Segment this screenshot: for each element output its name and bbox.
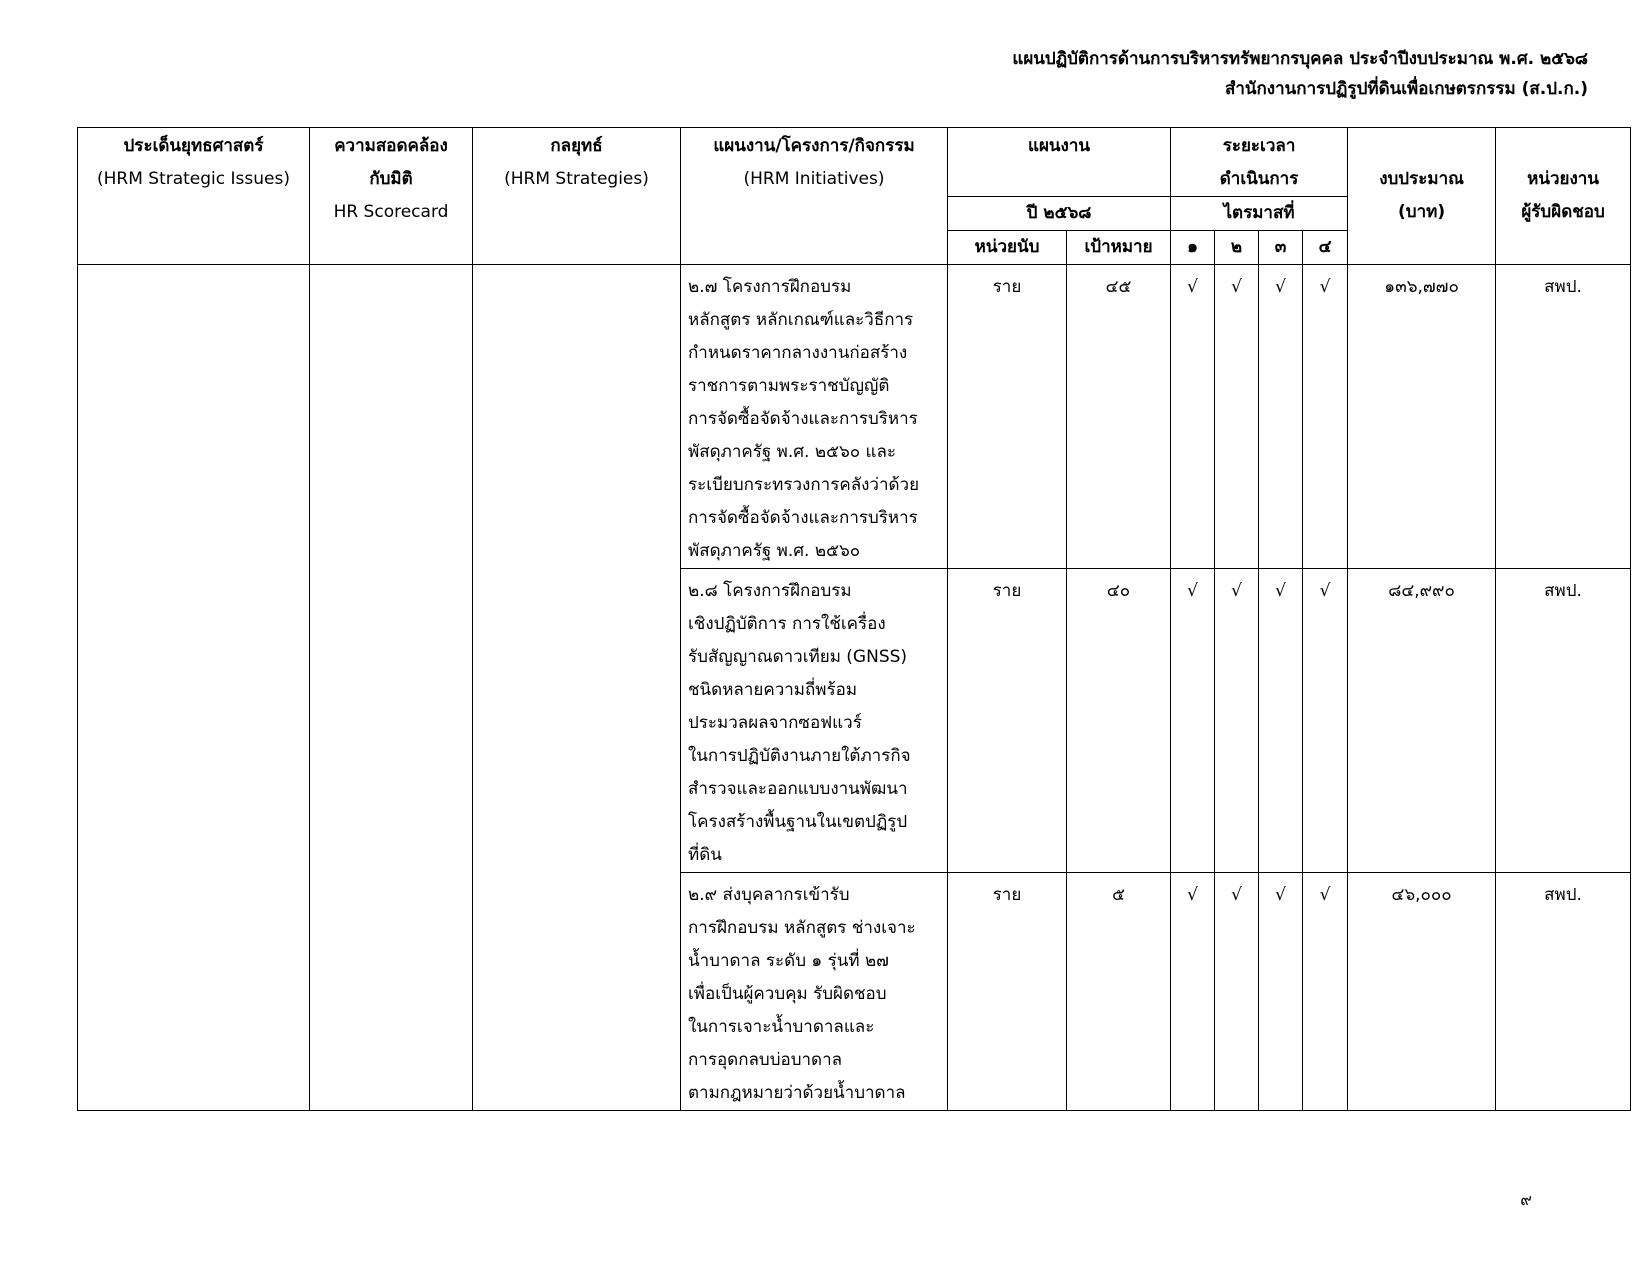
q1-check-cell: √ (1171, 265, 1215, 569)
header-strategies (473, 128, 681, 265)
responsible-cell: สพป. (1496, 569, 1631, 873)
header-responsible-line1: หน่วยงาน (1527, 169, 1599, 189)
q2-check-cell: √ (1215, 265, 1259, 569)
unit-cell: ราย (948, 265, 1067, 569)
initiative-cell: ๒.๙ ส่งบุคลากรเข้ารับ การฝึกอบรม หลักสูตร ช่างเจาะ น้ำบาดาล ระดับ ๑ รุ่นที่ ๒๗ เพื่อเป็นผู้ควบคุม รับผิดชอบ ในการเจาะน้ำบาดาลและ การอุดกลบบ่อบาดาล ตามกฎหมายว่าด้วยน้ำบาดาล (681, 873, 948, 1111)
initiative-cell: ๒.๘ โครงการฝึกอบรม เชิงปฏิบัติการ การใช้เครื่อง รับสัญญาณดาวเทียม (GNSS) ชนิดหลายความถี่พร้อม ประมวลผลจากซอฟแวร์ ในการปฏิบัติงานภายใต้ภารกิจ สำรวจและออกแบบงานพัฒนา โครงสร้างพื้นฐานในเขตปฏิรูป ที่ดิน (681, 569, 948, 873)
header-period (1171, 128, 1348, 197)
header-alignment-th-2: กับมิติ (369, 169, 413, 189)
q3-check-cell: √ (1259, 265, 1303, 569)
header-initiatives-en: (HRM Initiatives) (743, 169, 885, 189)
strategic-issue-cell (78, 265, 310, 1111)
document-header (1012, 44, 1588, 104)
q2-check-cell: √ (1215, 569, 1259, 873)
header-q3: ๓ (1259, 231, 1303, 265)
q3-check-cell: √ (1259, 569, 1303, 873)
q1-check-cell: √ (1171, 873, 1215, 1111)
alignment-cell (310, 265, 473, 1111)
header-initiatives (681, 128, 948, 265)
budget-cell: ๘๔,๙๙๐ (1348, 569, 1496, 873)
budget-cell: ๑๓๖,๗๗๐ (1348, 265, 1496, 569)
unit-cell: ราย (948, 873, 1067, 1111)
header-strategic-issues (78, 128, 310, 265)
header-plan: แผนงาน (948, 128, 1171, 197)
q4-check-cell: √ (1303, 873, 1348, 1111)
header-strategic-issues-th: ประเด็นยุทธศาสตร์ (123, 136, 264, 156)
target-cell: ๔๐ (1067, 569, 1171, 873)
target-cell: ๕ (1067, 873, 1171, 1111)
header-unit: หน่วยนับ (948, 231, 1067, 265)
header-responsible-line2: ผู้รับผิดชอบ (1521, 202, 1605, 222)
header-period-line2: ดำเนินการ (1219, 169, 1299, 189)
header-q2: ๒ (1215, 231, 1259, 265)
unit-cell: ราย (948, 569, 1067, 873)
responsible-cell: สพป. (1496, 873, 1631, 1111)
header-alignment (310, 128, 473, 265)
table-row (78, 265, 1631, 569)
header-budget-unit: (บาท) (1398, 202, 1446, 222)
header-q4: ๔ (1303, 231, 1348, 265)
header-strategies-th: กลยุทธ์ (550, 136, 603, 156)
strategy-cell (473, 265, 681, 1111)
header-strategic-issues-en: (HRM Strategic Issues) (96, 169, 290, 189)
responsible-cell: สพป. (1496, 265, 1631, 569)
q3-check-cell: √ (1259, 873, 1303, 1111)
q2-check-cell: √ (1215, 873, 1259, 1111)
target-cell: ๔๕ (1067, 265, 1171, 569)
q4-check-cell: √ (1303, 569, 1348, 873)
header-alignment-en: HR Scorecard (333, 202, 449, 222)
header-strategies-en: (HRM Strategies) (504, 169, 649, 189)
q1-check-cell: √ (1171, 569, 1215, 873)
header-alignment-th: ความสอดคล้อง (334, 136, 448, 156)
page-number: ๙ (1520, 1190, 1532, 1209)
header-budget-label: งบประมาณ (1379, 169, 1464, 189)
header-initiatives-th: แผนงาน/โครงการ/กิจกรรม (713, 136, 915, 156)
header-plan-title: แผนปฏิบัติการด้านการบริหารทรัพยากรบุคคล ประจำปีงบประมาณ พ.ศ. ๒๕๖๘ (1012, 49, 1588, 69)
header-budget (1348, 128, 1496, 265)
header-quarter: ไตรมาสที่ (1171, 197, 1348, 231)
header-q1: ๑ (1171, 231, 1215, 265)
header-responsible (1496, 128, 1631, 265)
header-target: เป้าหมาย (1067, 231, 1171, 265)
budget-cell: ๔๖,๐๐๐ (1348, 873, 1496, 1111)
header-agency-name: สำนักงานการปฏิรูปที่ดินเพื่อเกษตรกรรม (ส.ป.ก.) (1224, 79, 1588, 99)
initiative-cell: ๒.๗ โครงการฝึกอบรม หลักสูตร หลักเกณฑ์และวิธีการ กำหนดราคากลางงานก่อสร้าง ราชการตามพระราชบัญญัติ การจัดซื้อจัดจ้างและการบริหาร พัสดุภาครัฐ พ.ศ. ๒๕๖๐ และ ระเบียบกระทรวงการคลังว่าด้วย การจัดซื้อจัดจ้างและการบริหาร พัสดุภาครัฐ พ.ศ. ๒๕๖๐ (681, 265, 948, 569)
q4-check-cell: √ (1303, 265, 1348, 569)
hr-action-plan-table (77, 127, 1631, 1111)
header-period-line1: ระยะเวลา (1222, 136, 1296, 156)
header-plan-year: ปี ๒๕๖๘ (948, 197, 1171, 231)
